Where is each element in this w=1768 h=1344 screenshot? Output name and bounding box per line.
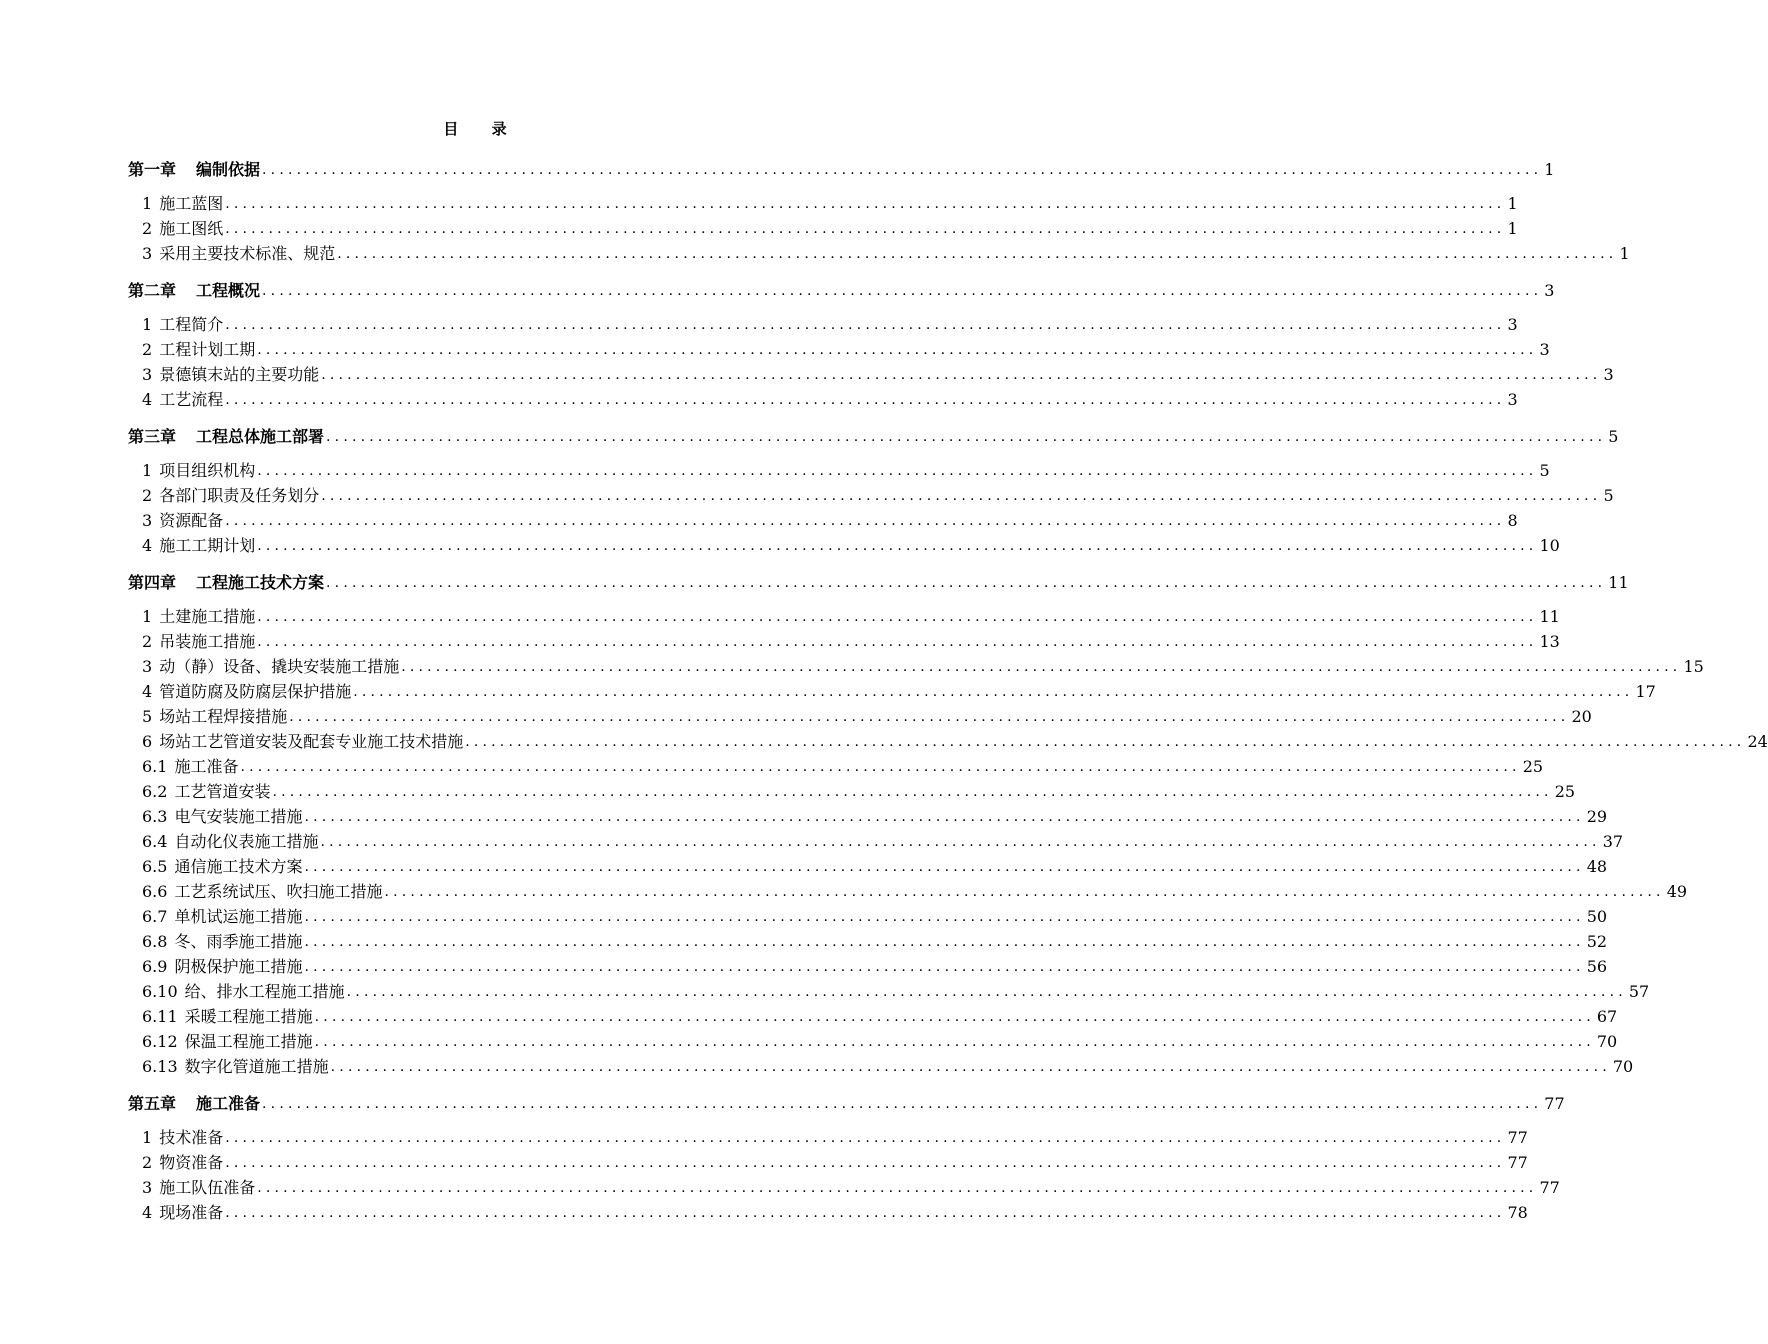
toc-entry-label xyxy=(142,340,255,360)
toc-page-number: 5 xyxy=(1603,486,1614,505)
toc-entry-number: 4 xyxy=(142,682,153,701)
toc-section-entry[interactable] xyxy=(128,1052,1634,1077)
toc-entry-text: 技术准备 xyxy=(159,1128,224,1147)
toc-page-number: 3 xyxy=(1507,390,1518,409)
toc-entry-number: 1 xyxy=(142,1128,153,1147)
toc-leader-dots: .................................................................................................................................................... xyxy=(465,734,1746,750)
toc-section-entry[interactable] xyxy=(128,189,1518,214)
toc-entry-number: 4 xyxy=(142,536,153,555)
toc-entry-label xyxy=(142,907,302,927)
toc-page-number: 24 xyxy=(1747,732,1768,751)
toc-entry-number: 6.10 xyxy=(142,982,178,1001)
toc-section-entry[interactable] xyxy=(128,1123,1528,1148)
toc-chapter-entry[interactable] xyxy=(128,419,1619,447)
toc-page-number: 17 xyxy=(1635,682,1656,701)
toc-entry-text: 保温工程施工措施 xyxy=(184,1032,313,1051)
toc-leader-dots: .................................................................................................................................................... xyxy=(257,609,1538,625)
toc-entry-label xyxy=(142,832,318,852)
toc-page-number: 11 xyxy=(1539,607,1560,626)
toc-leader-dots: .................................................................................................................................................... xyxy=(326,429,1607,445)
toc-section-entry[interactable] xyxy=(128,952,1608,977)
toc-page-number: 48 xyxy=(1586,857,1608,876)
toc-entry-number: 2 xyxy=(142,1153,153,1172)
toc-section-entry[interactable] xyxy=(128,1002,1618,1027)
toc-section-entry[interactable] xyxy=(128,777,1576,802)
toc-section-entry[interactable] xyxy=(128,802,1608,827)
toc-entry-text: 吊装施工措施 xyxy=(159,632,256,651)
toc-page-number: 52 xyxy=(1586,932,1608,951)
toc-entry-number: 6.8 xyxy=(142,932,168,951)
toc-leader-dots: .................................................................................................................................................... xyxy=(257,342,1538,358)
toc-entry-text: 工艺系统试压、吹扫施工措施 xyxy=(174,882,383,901)
toc-leader-dots: .................................................................................................................................................... xyxy=(240,759,1521,775)
toc-leader-dots: .................................................................................................................................................... xyxy=(314,1034,1595,1050)
toc-entry-label xyxy=(142,219,223,239)
toc-entry-number: 1 xyxy=(142,607,153,626)
toc-entry-text: 工程总体施工部署 xyxy=(196,427,325,446)
toc-section-entry[interactable] xyxy=(128,239,1630,264)
toc-entry-label xyxy=(128,281,260,301)
toc-leader-dots: .................................................................................................................................................... xyxy=(225,392,1506,408)
toc-entry-text: 动（静）设备、撬块安装施工措施 xyxy=(159,657,400,676)
toc-page-number: 11 xyxy=(1608,573,1629,592)
toc-entry-text: 施工图纸 xyxy=(159,219,224,238)
toc-entry-text: 电气安装施工措施 xyxy=(174,807,303,826)
toc-leader-dots: .................................................................................................................................................... xyxy=(257,538,1538,554)
toc-entry-text: 单机试运施工措施 xyxy=(174,907,303,926)
toc-entry-number: 第二章 xyxy=(128,281,177,300)
toc-entry-label xyxy=(142,782,270,802)
toc-entry-label xyxy=(142,882,382,902)
toc-entry-label xyxy=(142,315,223,335)
toc-entry-text: 工程施工技术方案 xyxy=(196,573,325,592)
toc-entry-label xyxy=(142,732,463,752)
toc-chapter-entry[interactable] xyxy=(128,565,1629,593)
toc-page-number: 3 xyxy=(1539,340,1550,359)
toc-title: 目 录 xyxy=(443,120,521,138)
toc-section-entry[interactable] xyxy=(128,702,1592,727)
toc-page-number: 67 xyxy=(1596,1007,1618,1026)
toc-page-number: 5 xyxy=(1539,461,1550,480)
toc-section-entry[interactable] xyxy=(128,310,1518,335)
toc-entry-text: 数字化管道施工措施 xyxy=(184,1057,329,1076)
toc-entry-text: 场站工程焊接措施 xyxy=(159,707,288,726)
toc-entry-number: 4 xyxy=(142,390,153,409)
toc-section-entry[interactable] xyxy=(128,1198,1528,1223)
toc-entry-number: 5 xyxy=(142,707,153,726)
toc-entry-text: 施工准备 xyxy=(196,1094,261,1113)
toc-leader-dots: .................................................................................................................................................... xyxy=(257,463,1538,479)
toc-entry-number: 第三章 xyxy=(128,427,177,446)
toc-entry-text: 各部门职责及任务划分 xyxy=(159,486,320,505)
toc-entry-text: 工程简介 xyxy=(159,315,224,334)
toc-leader-dots: .................................................................................................................................................... xyxy=(225,196,1506,212)
toc-entry-label xyxy=(142,365,319,385)
table-of-contents xyxy=(128,150,1768,1223)
toc-entry-label xyxy=(142,390,223,410)
toc-entry-number: 6.5 xyxy=(142,857,168,876)
toc-leader-dots: .................................................................................................................................................... xyxy=(262,1096,1543,1112)
toc-entry-label xyxy=(128,160,260,180)
toc-leader-dots: .................................................................................................................................................... xyxy=(326,575,1607,591)
toc-page-number: 29 xyxy=(1586,807,1608,826)
toc-leader-dots: .................................................................................................................................................... xyxy=(257,1180,1538,1196)
toc-entry-label xyxy=(142,657,399,677)
toc-page-number: 15 xyxy=(1683,657,1704,676)
toc-entry-number: 2 xyxy=(142,219,153,238)
toc-section-entry[interactable] xyxy=(128,877,1688,902)
toc-entry-label xyxy=(142,632,255,652)
toc-leader-dots: .................................................................................................................................................... xyxy=(225,1205,1506,1221)
toc-entry-number: 3 xyxy=(142,365,153,384)
toc-entry-label xyxy=(142,1128,223,1148)
toc-section-entry[interactable] xyxy=(128,927,1608,952)
toc-page-number: 5 xyxy=(1608,427,1619,446)
toc-leader-dots: .................................................................................................................................................... xyxy=(225,317,1506,333)
toc-entry-label xyxy=(142,1007,313,1027)
toc-entry-label xyxy=(142,1203,223,1223)
toc-page-number: 3 xyxy=(1603,365,1614,384)
toc-leader-dots: .................................................................................................................................................... xyxy=(272,784,1553,800)
toc-entry-number: 3 xyxy=(142,511,153,530)
toc-leader-dots: .................................................................................................................................................... xyxy=(304,934,1585,950)
toc-entry-text: 阴极保护施工措施 xyxy=(174,957,303,976)
toc-page-number: 50 xyxy=(1586,907,1608,926)
toc-chapter-entry[interactable] xyxy=(128,152,1555,180)
toc-entry-number: 第五章 xyxy=(128,1094,177,1113)
toc-section-entry[interactable] xyxy=(128,852,1608,877)
toc-entry-label xyxy=(142,244,335,264)
toc-page-number: 77 xyxy=(1544,1094,1565,1113)
toc-entry-number: 6.9 xyxy=(142,957,168,976)
toc-entry-number: 1 xyxy=(142,461,153,480)
toc-page-number: 57 xyxy=(1628,982,1650,1001)
toc-entry-text: 施工队伍准备 xyxy=(159,1178,256,1197)
toc-entry-label xyxy=(128,427,324,447)
toc-entry-label xyxy=(142,1032,313,1052)
toc-section-entry[interactable] xyxy=(128,677,1656,702)
toc-page-number: 37 xyxy=(1602,832,1624,851)
toc-chapter-entry[interactable] xyxy=(128,1086,1565,1114)
toc-section-entry[interactable] xyxy=(128,1173,1560,1198)
toc-section-entry[interactable] xyxy=(128,506,1518,531)
toc-entry-number: 3 xyxy=(142,1178,153,1197)
toc-entry-text: 冬、雨季施工措施 xyxy=(174,932,303,951)
toc-entry-label xyxy=(142,682,351,702)
toc-entry-label xyxy=(142,511,223,531)
toc-section-entry[interactable] xyxy=(128,335,1550,360)
toc-page-number: 77 xyxy=(1539,1178,1560,1197)
toc-leader-dots: .................................................................................................................................................... xyxy=(225,221,1506,237)
toc-entry-number: 6.13 xyxy=(142,1057,178,1076)
toc-page-number: 77 xyxy=(1507,1153,1528,1172)
toc-section-entry[interactable] xyxy=(128,481,1614,506)
toc-entry-label xyxy=(142,461,255,481)
toc-entry-number: 第四章 xyxy=(128,573,177,592)
toc-entry-number: 6.6 xyxy=(142,882,168,901)
toc-leader-dots: .................................................................................................................................................... xyxy=(257,634,1538,650)
toc-entry-number: 6 xyxy=(142,732,153,751)
toc-entry-number: 3 xyxy=(142,657,153,676)
toc-leader-dots: .................................................................................................................................................... xyxy=(384,884,1665,900)
toc-leader-dots: .................................................................................................................................................... xyxy=(225,1155,1506,1171)
toc-section-entry[interactable] xyxy=(128,360,1614,385)
toc-entry-label xyxy=(128,573,324,593)
toc-section-entry[interactable] xyxy=(128,1027,1618,1052)
toc-leader-dots: .................................................................................................................................................... xyxy=(225,1130,1506,1146)
toc-entry-number: 1 xyxy=(142,315,153,334)
toc-entry-number: 6.2 xyxy=(142,782,168,801)
toc-entry-number: 3 xyxy=(142,244,153,263)
toc-leader-dots: .................................................................................................................................................... xyxy=(225,513,1506,529)
toc-entry-text: 土建施工措施 xyxy=(159,607,256,626)
toc-page-number: 13 xyxy=(1539,632,1560,651)
toc-leader-dots: .................................................................................................................................................... xyxy=(262,162,1543,178)
toc-entry-number: 2 xyxy=(142,486,153,505)
toc-section-entry[interactable] xyxy=(128,531,1560,556)
toc-entry-number: 4 xyxy=(142,1203,153,1222)
toc-page-number: 3 xyxy=(1544,281,1555,300)
toc-section-entry[interactable] xyxy=(128,652,1704,677)
toc-entry-number: 2 xyxy=(142,632,153,651)
toc-entry-label xyxy=(142,486,319,506)
toc-entry-text: 施工工期计划 xyxy=(159,536,256,555)
toc-page-number: 8 xyxy=(1507,511,1518,530)
toc-page-number: 49 xyxy=(1666,882,1688,901)
toc-entry-label xyxy=(142,932,302,952)
toc-entry-label xyxy=(142,707,287,727)
toc-entry-text: 物资准备 xyxy=(159,1153,224,1172)
toc-section-entry[interactable] xyxy=(128,977,1650,1002)
toc-entry-text: 工艺流程 xyxy=(159,390,224,409)
toc-section-entry[interactable] xyxy=(128,456,1550,481)
toc-entry-text: 通信施工技术方案 xyxy=(174,857,303,876)
toc-entry-label xyxy=(142,1178,255,1198)
toc-entry-text: 工程概况 xyxy=(196,281,261,300)
toc-entry-text: 采暖工程施工措施 xyxy=(184,1007,313,1026)
toc-page-number: 70 xyxy=(1612,1057,1634,1076)
toc-section-entry[interactable] xyxy=(128,827,1624,852)
toc-page-number: 1 xyxy=(1619,244,1630,263)
toc-leader-dots: .................................................................................................................................................... xyxy=(401,659,1682,675)
toc-page-number: 78 xyxy=(1507,1203,1528,1222)
toc-entry-text: 场站工艺管道安装及配套专业施工技术措施 xyxy=(159,732,464,751)
toc-page-number: 25 xyxy=(1554,782,1576,801)
toc-entry-number: 6.7 xyxy=(142,907,168,926)
toc-entry-label xyxy=(142,957,302,977)
toc-section-entry[interactable] xyxy=(128,385,1518,410)
toc-page-number: 1 xyxy=(1507,194,1518,213)
toc-section-entry[interactable] xyxy=(128,214,1518,239)
toc-entry-number: 2 xyxy=(142,340,153,359)
toc-leader-dots: .................................................................................................................................................... xyxy=(320,834,1601,850)
toc-entry-label xyxy=(142,982,345,1002)
toc-section-entry[interactable] xyxy=(128,752,1544,777)
toc-leader-dots: .................................................................................................................................................... xyxy=(262,283,1543,299)
toc-page-number: 20 xyxy=(1571,707,1592,726)
toc-leader-dots: .................................................................................................................................................... xyxy=(321,367,1602,383)
toc-leader-dots: .................................................................................................................................................... xyxy=(304,859,1585,875)
toc-entry-text: 采用主要技术标准、规范 xyxy=(159,244,336,263)
toc-entry-text: 项目组织机构 xyxy=(159,461,256,480)
toc-leader-dots: .................................................................................................................................................... xyxy=(321,488,1602,504)
toc-entry-label xyxy=(142,807,302,827)
toc-leader-dots: .................................................................................................................................................... xyxy=(304,809,1585,825)
toc-entry-label xyxy=(128,1094,260,1114)
toc-entry-number: 1 xyxy=(142,194,153,213)
toc-entry-number: 第一章 xyxy=(128,160,177,179)
toc-entry-text: 给、排水工程施工措施 xyxy=(184,982,345,1001)
toc-page-number: 25 xyxy=(1522,757,1544,776)
toc-section-entry[interactable] xyxy=(128,727,1768,752)
toc-page-number: 77 xyxy=(1507,1128,1528,1147)
toc-entry-text: 景德镇末站的主要功能 xyxy=(159,365,320,384)
toc-entry-number: 6.3 xyxy=(142,807,168,826)
toc-leader-dots: .................................................................................................................................................... xyxy=(304,959,1585,975)
toc-page-number: 10 xyxy=(1539,536,1560,555)
toc-page-number: 1 xyxy=(1507,219,1518,238)
toc-entry-text: 施工准备 xyxy=(174,757,239,776)
toc-entry-label xyxy=(142,757,238,777)
toc-entry-number: 6.1 xyxy=(142,757,168,776)
toc-entry-number: 6.4 xyxy=(142,832,168,851)
toc-entry-text: 自动化仪表施工措施 xyxy=(174,832,319,851)
toc-page-number: 1 xyxy=(1544,160,1555,179)
toc-leader-dots: .................................................................................................................................................... xyxy=(330,1059,1611,1075)
toc-section-entry[interactable] xyxy=(128,1148,1528,1173)
toc-page-number: 3 xyxy=(1507,315,1518,334)
toc-leader-dots: .................................................................................................................................................... xyxy=(304,909,1585,925)
toc-entry-number: 6.11 xyxy=(142,1007,178,1026)
toc-entry-label xyxy=(142,194,223,214)
toc-section-entry[interactable] xyxy=(128,627,1560,652)
toc-entry-text: 管道防腐及防腐层保护措施 xyxy=(159,682,352,701)
toc-entry-number: 6.12 xyxy=(142,1032,178,1051)
toc-leader-dots: .................................................................................................................................................... xyxy=(314,1009,1595,1025)
toc-entry-label xyxy=(142,1057,329,1077)
toc-entry-text: 现场准备 xyxy=(159,1203,224,1222)
toc-entry-label xyxy=(142,1153,223,1173)
toc-leader-dots: .................................................................................................................................................... xyxy=(346,984,1627,1000)
toc-leader-dots: .................................................................................................................................................... xyxy=(337,246,1618,262)
toc-entry-text: 工艺管道安装 xyxy=(174,782,271,801)
toc-entry-text: 施工蓝图 xyxy=(159,194,224,213)
toc-leader-dots: .................................................................................................................................................... xyxy=(289,709,1570,725)
toc-chapter-entry[interactable] xyxy=(128,273,1555,301)
toc-entry-text: 资源配备 xyxy=(159,511,224,530)
toc-entry-text: 工程计划工期 xyxy=(159,340,256,359)
toc-entry-text: 编制依据 xyxy=(196,160,261,179)
toc-section-entry[interactable] xyxy=(128,902,1608,927)
toc-section-entry[interactable] xyxy=(128,602,1560,627)
toc-page-number: 56 xyxy=(1586,957,1608,976)
toc-leader-dots: .................................................................................................................................................... xyxy=(353,684,1634,700)
toc-entry-label xyxy=(142,857,302,877)
toc-entry-label xyxy=(142,536,255,556)
toc-page-number: 70 xyxy=(1596,1032,1618,1051)
toc-entry-label xyxy=(142,607,255,627)
